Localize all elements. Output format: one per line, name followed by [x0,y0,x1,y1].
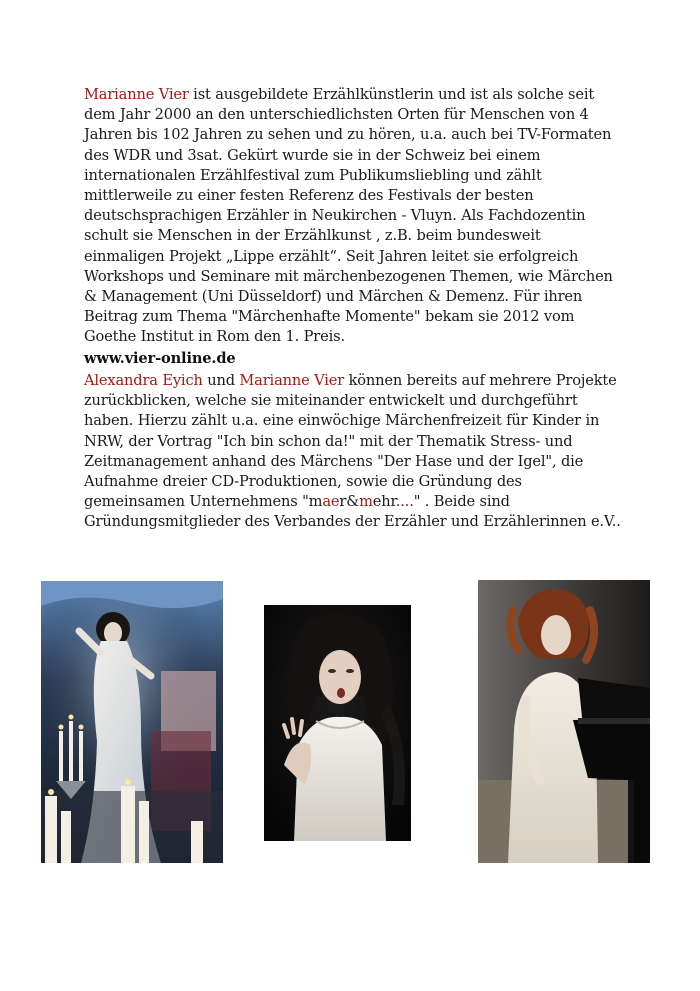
website-link[interactable]: www.vier-online.de [84,349,236,367]
brand-part: m [308,493,323,511]
brand-name [309,493,414,510]
brand-part-accent: .... [395,493,414,511]
name-marianne-vier: Marianne Vier [84,86,189,103]
brand-part-accent: m [359,493,373,511]
brand-part: ehr [372,493,396,511]
photo-stage-performance [41,581,223,863]
photo-portrait-storyteller [264,605,411,841]
paragraph-collaboration [84,371,624,533]
paragraph-marianne-vier [84,85,624,369]
stage-photo-illustration [41,581,223,863]
photo-at-piano [478,580,650,863]
piano-photo-illustration [478,580,650,863]
name-marianne-vier-2: Marianne Vier [239,372,345,389]
paragraph-1-text: ist ausgebildete Erzählkünstlerin und ist als solche seit dem Jahr 2000 an den unterschiedlichsten Orten für Menschen von 4 Jahren bis 102 Jahren zu sehen und zu hören, u.a. auch bei TV-Formaten des WDR und 3sat. Gekürt wurde sie in der Schweiz bei einem internationalen Erzählfestival zum Publikumsliebling und zählt mittlerweile zu einer festen Referenz des Festivals der besten deutschsprachigen Erzähler in Neukirchen - Vluyn. Als Fachdozentin schult sie Menschen in der Erzählkunst , z.B. beim bundesweit einmaligen Projekt „Lippe erzählt“. Seit Jahren leitet sie erfolgreich Workshops und Seminare mit märchenbezogenen Themen, wie Märchen & Management (Uni Düsseldorf) und Märchen & Demenz. Für ihren Beitrag zum Thema "Märchenhafte Momente" bekam sie 2012 vom Goethe Institut in Rom den 1. Preis. [84,86,613,346]
paragraph-2-text: können bereits auf mehrere Projekte zurückblicken, welche sie miteinander entwickelt und durchgeführt haben. Hierzu zählt u.a. eine einwöchige Märchenfreizeit für Kinder in NRW, der Vortrag "Ich bin schon da!" mit der Thematik Stress- und Zeitmanagement anhand des Märchens "Der Hase und der Igel", die Aufnahme dreier CD-Produktionen, sowie die Gründung des gemeinsamen Unternehmens " [84,372,617,511]
brand-part: r& [339,493,360,511]
name-alexandra-eyich: Alexandra Eyich [84,372,203,389]
portrait-photo-illustration [264,605,411,841]
connector-text: und [202,372,240,389]
brand-part-accent: ae [322,493,340,511]
paragraph-2-text-end: " . Beide sind Gründungsmitglieder des Verbandes der Erzähler und Erzählerinnen e.V.. [84,493,621,531]
